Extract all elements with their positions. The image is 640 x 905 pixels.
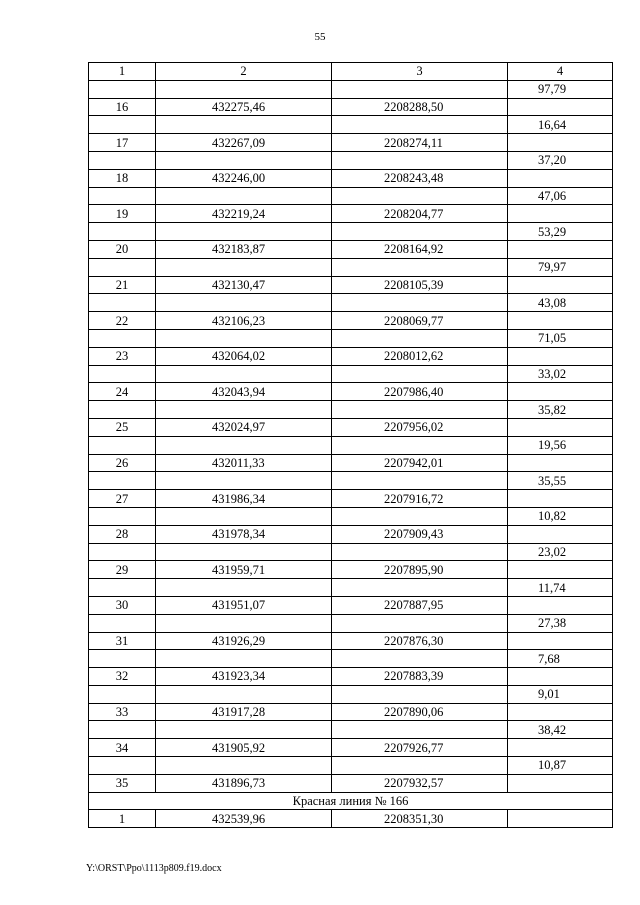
point-number-cell [89,116,156,134]
x-coordinate-cell [156,507,332,525]
page-number: 55 [314,31,326,43]
point-row [89,383,613,401]
x-coordinate-cell [156,614,332,632]
distance-cell: 97,79 [508,80,613,98]
x-coordinate-cell: 432183,87 [156,240,332,258]
x-coordinate-cell [156,258,332,276]
x-coordinate-cell [156,365,332,383]
y-coordinate-cell: 2208204,77 [332,205,508,223]
distance-cell: 43,08 [508,294,613,312]
y-coordinate-cell: 2207876,30 [332,632,508,650]
point-row [89,454,613,472]
point-number-cell [89,151,156,169]
x-coordinate-cell [156,187,332,205]
distance-cell: 35,55 [508,472,613,490]
distance-cell: 71,05 [508,329,613,347]
y-coordinate-cell: 2208069,77 [332,312,508,330]
y-coordinate-cell [332,650,508,668]
point-number-cell: 25 [89,418,156,436]
distance-cell: 38,42 [508,721,613,739]
distance-cell [508,525,613,543]
x-coordinate-cell: 432539,96 [156,810,332,828]
point-row [89,810,613,828]
y-coordinate-cell [332,543,508,561]
x-coordinate-cell: 432275,46 [156,98,332,116]
x-coordinate-cell [156,721,332,739]
y-coordinate-cell [332,80,508,98]
distance-cell: 16,64 [508,116,613,134]
distance-row [89,116,613,134]
x-coordinate-cell [156,543,332,561]
point-row [89,418,613,436]
distance-cell: 9,01 [508,685,613,703]
point-row [89,205,613,223]
point-row [89,703,613,721]
distance-row [89,543,613,561]
x-coordinate-cell [156,80,332,98]
x-coordinate-cell: 432219,24 [156,205,332,223]
y-coordinate-cell [332,685,508,703]
x-coordinate-cell: 432267,09 [156,134,332,152]
x-coordinate-cell [156,329,332,347]
distance-cell [508,454,613,472]
x-coordinate-cell: 431926,29 [156,632,332,650]
section-title: Красная линия № 166 [89,792,613,810]
point-row [89,312,613,330]
x-coordinate-cell: 431959,71 [156,561,332,579]
y-coordinate-cell [332,258,508,276]
coordinates-table [88,62,613,828]
distance-cell [508,561,613,579]
point-number-cell [89,721,156,739]
point-row [89,632,613,650]
x-coordinate-cell: 431951,07 [156,596,332,614]
distance-row [89,721,613,739]
y-coordinate-cell [332,116,508,134]
point-row [89,169,613,187]
header-cell: 1 [89,63,156,81]
distance-cell [508,739,613,757]
distance-cell: 19,56 [508,436,613,454]
distance-cell [508,418,613,436]
distance-cell [508,810,613,828]
point-number-cell [89,223,156,241]
distance-cell: 27,38 [508,614,613,632]
y-coordinate-cell [332,507,508,525]
y-coordinate-cell: 2207956,02 [332,418,508,436]
x-coordinate-cell [156,151,332,169]
y-coordinate-cell: 2208105,39 [332,276,508,294]
point-number-cell: 18 [89,169,156,187]
distance-row [89,187,613,205]
point-number-cell [89,685,156,703]
point-number-cell: 27 [89,490,156,508]
point-number-cell [89,365,156,383]
y-coordinate-cell: 2207883,39 [332,668,508,686]
point-number-cell [89,614,156,632]
x-coordinate-cell: 432106,23 [156,312,332,330]
distance-cell [508,276,613,294]
x-coordinate-cell [156,294,332,312]
point-number-cell [89,294,156,312]
point-number-cell: 1 [89,810,156,828]
point-number-cell: 21 [89,276,156,294]
distance-cell [508,347,613,365]
distance-cell: 37,20 [508,151,613,169]
x-coordinate-cell [156,116,332,134]
distance-cell [508,240,613,258]
x-coordinate-cell: 432246,00 [156,169,332,187]
point-number-cell [89,436,156,454]
y-coordinate-cell [332,614,508,632]
distance-row [89,223,613,241]
point-number-cell: 34 [89,739,156,757]
y-coordinate-cell: 2208164,92 [332,240,508,258]
distance-cell [508,703,613,721]
distance-row [89,258,613,276]
table-header-row [89,63,613,81]
y-coordinate-cell: 2207890,06 [332,703,508,721]
point-number-cell [89,80,156,98]
x-coordinate-cell: 431986,34 [156,490,332,508]
point-number-cell [89,757,156,775]
y-coordinate-cell: 2208288,50 [332,98,508,116]
distance-cell: 11,74 [508,579,613,597]
y-coordinate-cell [332,294,508,312]
footer-file-path: Y:\ORST\Ppo\1113p809.f19.docx [86,863,222,874]
distance-cell: 33,02 [508,365,613,383]
x-coordinate-cell: 432043,94 [156,383,332,401]
point-row [89,596,613,614]
distance-cell [508,774,613,792]
point-row [89,276,613,294]
distance-cell [508,169,613,187]
y-coordinate-cell: 2207986,40 [332,383,508,401]
point-number-cell [89,329,156,347]
distance-row [89,436,613,454]
x-coordinate-cell [156,757,332,775]
distance-row [89,151,613,169]
point-number-cell [89,258,156,276]
distance-cell [508,632,613,650]
section-row [89,792,613,810]
distance-row [89,614,613,632]
point-number-cell [89,543,156,561]
point-row [89,240,613,258]
x-coordinate-cell [156,579,332,597]
distance-row [89,757,613,775]
y-coordinate-cell [332,436,508,454]
point-number-cell: 31 [89,632,156,650]
y-coordinate-cell [332,579,508,597]
distance-cell [508,668,613,686]
header-cell: 2 [156,63,332,81]
point-row [89,98,613,116]
point-row [89,525,613,543]
distance-cell: 10,82 [508,507,613,525]
point-number-cell: 16 [89,98,156,116]
x-coordinate-cell: 431978,34 [156,525,332,543]
y-coordinate-cell: 2207932,57 [332,774,508,792]
distance-cell [508,596,613,614]
distance-cell: 35,82 [508,401,613,419]
y-coordinate-cell [332,187,508,205]
y-coordinate-cell [332,151,508,169]
x-coordinate-cell: 431923,34 [156,668,332,686]
distance-cell [508,134,613,152]
x-coordinate-cell: 432064,02 [156,347,332,365]
distance-cell [508,98,613,116]
header-cell: 3 [332,63,508,81]
x-coordinate-cell: 432011,33 [156,454,332,472]
x-coordinate-cell [156,436,332,454]
x-coordinate-cell: 431917,28 [156,703,332,721]
y-coordinate-cell: 2207887,95 [332,596,508,614]
point-number-cell: 22 [89,312,156,330]
distance-cell [508,490,613,508]
x-coordinate-cell [156,685,332,703]
header-cell: 4 [508,63,613,81]
x-coordinate-cell: 432130,47 [156,276,332,294]
distance-row [89,294,613,312]
point-row [89,774,613,792]
point-number-cell: 28 [89,525,156,543]
distance-cell [508,312,613,330]
y-coordinate-cell [332,329,508,347]
y-coordinate-cell: 2208351,30 [332,810,508,828]
point-row [89,134,613,152]
point-number-cell: 33 [89,703,156,721]
point-number-cell [89,472,156,490]
point-number-cell [89,401,156,419]
y-coordinate-cell: 2207895,90 [332,561,508,579]
y-coordinate-cell: 2208274,11 [332,134,508,152]
point-number-cell: 20 [89,240,156,258]
point-number-cell: 35 [89,774,156,792]
distance-row [89,685,613,703]
distance-row [89,579,613,597]
distance-row [89,650,613,668]
distance-row [89,507,613,525]
point-number-cell: 30 [89,596,156,614]
y-coordinate-cell [332,223,508,241]
point-row [89,490,613,508]
point-number-cell [89,579,156,597]
point-row [89,561,613,579]
distance-cell: 23,02 [508,543,613,561]
point-number-cell [89,187,156,205]
y-coordinate-cell: 2207916,72 [332,490,508,508]
distance-cell: 7,68 [508,650,613,668]
x-coordinate-cell [156,401,332,419]
y-coordinate-cell: 2207909,43 [332,525,508,543]
distance-row [89,80,613,98]
y-coordinate-cell [332,757,508,775]
point-row [89,347,613,365]
distance-cell: 79,97 [508,258,613,276]
point-number-cell: 19 [89,205,156,223]
distance-cell: 53,29 [508,223,613,241]
y-coordinate-cell [332,401,508,419]
x-coordinate-cell [156,223,332,241]
point-number-cell: 23 [89,347,156,365]
distance-cell [508,205,613,223]
point-number-cell: 17 [89,134,156,152]
y-coordinate-cell [332,472,508,490]
y-coordinate-cell: 2207926,77 [332,739,508,757]
distance-row [89,401,613,419]
y-coordinate-cell: 2208012,62 [332,347,508,365]
x-coordinate-cell: 432024,97 [156,418,332,436]
distance-row [89,472,613,490]
distance-row [89,365,613,383]
y-coordinate-cell [332,721,508,739]
point-row [89,739,613,757]
point-number-cell: 29 [89,561,156,579]
distance-row [89,329,613,347]
x-coordinate-cell: 431905,92 [156,739,332,757]
point-number-cell: 24 [89,383,156,401]
x-coordinate-cell [156,650,332,668]
point-row [89,668,613,686]
point-number-cell: 26 [89,454,156,472]
point-number-cell [89,650,156,668]
distance-cell: 47,06 [508,187,613,205]
point-number-cell [89,507,156,525]
x-coordinate-cell [156,472,332,490]
y-coordinate-cell [332,365,508,383]
y-coordinate-cell: 2207942,01 [332,454,508,472]
distance-cell: 10,87 [508,757,613,775]
distance-cell [508,383,613,401]
point-number-cell: 32 [89,668,156,686]
x-coordinate-cell: 431896,73 [156,774,332,792]
y-coordinate-cell: 2208243,48 [332,169,508,187]
